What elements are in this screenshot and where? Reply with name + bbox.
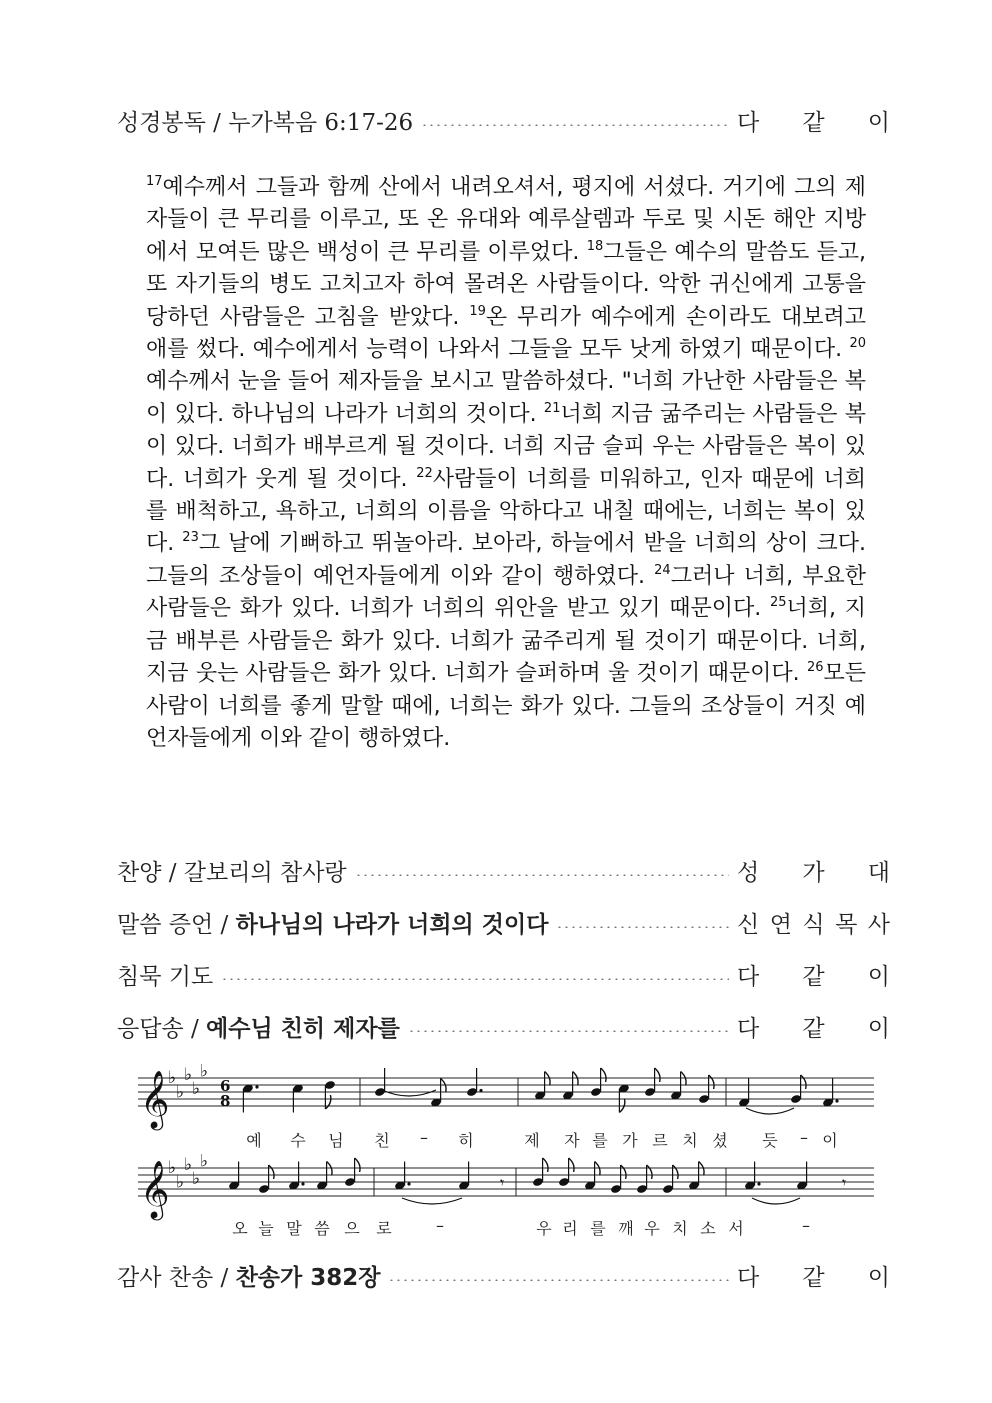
order-responsible: 다 같 이 xyxy=(737,1264,890,1291)
verse-number: 20 xyxy=(849,336,866,352)
tie-slur xyxy=(746,1108,794,1114)
lyric-syllable: 서 xyxy=(728,1219,744,1238)
verse-number: 23 xyxy=(182,530,199,546)
lyric-syllable: – xyxy=(420,1128,428,1147)
lyric-syllable: 님 xyxy=(328,1131,344,1150)
lyric-syllable: 깨 xyxy=(618,1219,634,1238)
order-row-thanksgiving-hymn xyxy=(117,1257,890,1293)
flat-icon: ♭ xyxy=(192,1169,201,1189)
verse-number: 24 xyxy=(654,562,671,578)
verse-number: 17 xyxy=(146,174,163,189)
note-flag xyxy=(269,1165,274,1179)
staff-line-1 xyxy=(138,1062,874,1131)
order-responsible: 다 같 이 xyxy=(737,109,890,136)
note-dot xyxy=(479,1089,482,1092)
note-flag xyxy=(601,1068,606,1082)
music-score xyxy=(130,1062,890,1242)
flat-icon: ♭ xyxy=(168,1158,177,1178)
flat-icon: ♭ xyxy=(200,1151,209,1172)
order-responsible: 다 같 이 xyxy=(737,963,890,990)
order-row-response-song xyxy=(117,1008,890,1044)
verse-text: 모든 사람이 너희를 좋게 말할 때에, 너희는 화가 있다. 그들의 조상들이 거짓 예언자들에게 이와 같이 행하였다. xyxy=(146,661,866,751)
order-row-sermon xyxy=(117,904,890,940)
verse-text: 사람들이 너희를 미워하고, 인자 때문에 너희를 배척하고, 욕하고, 너희의 이름을 악하다고 내칠 때에는, 너희는 복이 있다. xyxy=(146,466,866,557)
lyric-syllable: – xyxy=(800,1128,808,1147)
flat-icon: ♭ xyxy=(184,1065,193,1085)
response-song-title: 예수님 친히 제자를 xyxy=(206,1015,400,1042)
verse-number: 21 xyxy=(543,400,561,416)
lyric-syllable: – xyxy=(802,1216,810,1235)
flat-icon: ♭ xyxy=(168,1068,177,1088)
order-label: 성경봉독 / 누가복음 6:17-26 xyxy=(117,109,414,136)
lyric-syllable: 으 xyxy=(344,1219,360,1238)
lyric-syllable: 로 xyxy=(376,1219,392,1238)
verse-text: 너희 지금 굶주리는 사람들은 복이 있다. 너희가 배부르게 될 것이다. 너희 지금 슬피 우는 사람들은 복이 있다. 너희가 웃게 될 것이다. xyxy=(146,401,867,492)
leader-dots xyxy=(221,978,729,980)
verse-number: 26 xyxy=(806,660,824,676)
order-responsible: 신 연 식 목 사 xyxy=(737,911,890,938)
verse-number: 18 xyxy=(586,238,604,254)
scripture-reading xyxy=(146,172,866,755)
treble-clef-icon: 𝄞 xyxy=(140,1070,170,1128)
lyric-syllable: 히 xyxy=(458,1131,474,1150)
verse-text: 너희, 지금 배부른 사람들은 화가 있다. 너희가 굶주리게 될 것이기 때문이다. 너희, 지금 웃는 사람들은 화가 있다. 너희가 슬퍼하며 울 것이기 때문이다. xyxy=(146,596,866,687)
leader-dots xyxy=(388,1279,729,1281)
flat-icon: ♭ xyxy=(176,1082,185,1103)
lyric-syllable: 우 xyxy=(644,1219,660,1238)
note-flag xyxy=(673,1165,678,1179)
lyric-syllable: 를 xyxy=(592,1131,608,1150)
verse-number: 19 xyxy=(469,303,486,319)
order-row-anthem xyxy=(117,852,890,888)
verse-text: 그러나 너희, 부요한 사람들은 화가 있다. 너희가 너희의 위안을 받고 있기 때문이다. xyxy=(146,563,866,622)
lyric-syllable: 늘 xyxy=(258,1219,274,1238)
treble-clef-icon: 𝄞 xyxy=(140,1160,170,1218)
lyric-syllable: 리 xyxy=(562,1219,578,1238)
verse-text: 그 날에 기뻐하고 뛰놀아라. 보아라, 하늘에서 받을 너희의 상이 크다. 그들의 조상들이 예언자들에게 이와 같이 행하였다. xyxy=(146,531,866,589)
time-signature-bottom: 8 xyxy=(220,1092,231,1110)
lyric-syllable: 치 xyxy=(682,1131,698,1150)
lyric-syllable: 를 xyxy=(590,1219,606,1238)
lyric-syllable: 우 xyxy=(536,1219,552,1238)
order-label: 말씀 증언 / 하나님의 나라가 너희의 것이다 xyxy=(117,911,549,938)
lyric-syllable: 가 xyxy=(622,1131,638,1150)
verse-number: 25 xyxy=(769,595,787,611)
note-dot xyxy=(835,1099,838,1102)
note-flag xyxy=(325,1095,330,1109)
lyric-syllable: 소 xyxy=(700,1219,716,1238)
note-flag xyxy=(647,1165,652,1179)
sermon-title: 하나님의 나라가 너희의 것이다 xyxy=(235,911,549,938)
lyric-syllable: 자 xyxy=(564,1131,580,1150)
note-flag xyxy=(621,1165,626,1179)
order-row-silent-prayer xyxy=(117,956,890,992)
tie-slur xyxy=(752,1198,800,1204)
leader-dots xyxy=(355,874,729,876)
note-flag xyxy=(569,1158,574,1172)
verse-text: 온 무리가 예수에게 손이라도 대보려고 애를 썼다. 예수에게서 능력이 나와서 그들을 모두 낫게 하였기 때문이다. xyxy=(146,304,866,363)
tie-slur xyxy=(402,1198,462,1204)
lyric-syllable: 제 xyxy=(524,1131,540,1150)
order-responsible: 다 같 이 xyxy=(737,1015,890,1042)
eighth-rest-icon: 𝄾 xyxy=(500,1173,505,1192)
hymn-number: 찬송가 382장 xyxy=(235,1264,381,1291)
flat-icon: ♭ xyxy=(192,1079,201,1099)
lyric-syllable: 오 xyxy=(232,1219,248,1238)
verse-text: 예수께서 눈을 들어 제자들을 보시고 말씀하셨다. "너희 가난한 사람들은 복이 있다. 하나님의 나라가 너희의 것이다. xyxy=(146,369,866,427)
lyric-syllable: 르 xyxy=(652,1131,668,1150)
verse-text: 그들은 예수의 말씀도 듣고, 또 자기들의 병도 고치고자 하여 몰려온 사람들이다. 악한 귀신에게 고통을 당하던 사람들은 고침을 받았다. xyxy=(146,239,867,330)
eighth-rest-icon: 𝄾 xyxy=(842,1173,847,1192)
lyric-syllable: 듯 xyxy=(762,1131,778,1150)
note-dot xyxy=(407,1182,410,1185)
note-dot xyxy=(255,1085,258,1088)
leader-dots xyxy=(408,1030,729,1032)
note-flag xyxy=(709,1075,714,1089)
lyric-syllable: 치 xyxy=(672,1219,688,1238)
order-responsible: 성 가 대 xyxy=(737,859,890,886)
lyric-syllable: 셨 xyxy=(712,1131,728,1150)
note-flag xyxy=(801,1075,806,1089)
note-flag xyxy=(655,1068,660,1082)
order-row-reading xyxy=(117,102,890,138)
time-signature-top: 6 xyxy=(220,1077,231,1095)
note-flag xyxy=(355,1158,360,1172)
note-flag xyxy=(543,1158,548,1172)
lyric-syllable: – xyxy=(436,1216,444,1235)
verse-text: 예수께서 그들과 함께 산에서 내려오셔서, 평지에 서셨다. 거기에 그의 제자들이 큰 무리를 이루고, 또 온 유대와 예루살렘과 두로 및 시돈 해안 지방에서 모여든 많은 백성이 큰 무리를 이루었다. xyxy=(146,175,866,265)
staff-line-2 xyxy=(138,1152,874,1222)
order-label: 감사 찬송 / 찬송가 382장 xyxy=(117,1264,381,1291)
order-label: 침묵 기도 xyxy=(117,963,214,990)
lyric-syllable: 말 xyxy=(286,1219,302,1238)
order-label: 찬양 / 갈보리의 참사랑 xyxy=(117,859,347,886)
lyric-syllable: 친 xyxy=(374,1131,390,1150)
flat-icon: ♭ xyxy=(176,1172,185,1193)
lyric-syllable: 이 xyxy=(822,1131,838,1150)
verse-number: 22 xyxy=(416,465,433,481)
note-dot xyxy=(757,1182,760,1185)
lyric-syllable: 씀 xyxy=(314,1219,330,1238)
flat-icon: ♭ xyxy=(184,1155,193,1175)
leader-dots xyxy=(421,124,729,126)
order-label: 응답송 / 예수님 친히 제자를 xyxy=(117,1015,400,1042)
lyric-syllable: 수 xyxy=(290,1131,306,1150)
note-dot xyxy=(301,1182,304,1185)
flat-icon: ♭ xyxy=(200,1062,209,1082)
lyric-syllable: 예 xyxy=(246,1131,262,1150)
leader-dots xyxy=(556,926,729,928)
tie-slur xyxy=(382,1090,436,1096)
